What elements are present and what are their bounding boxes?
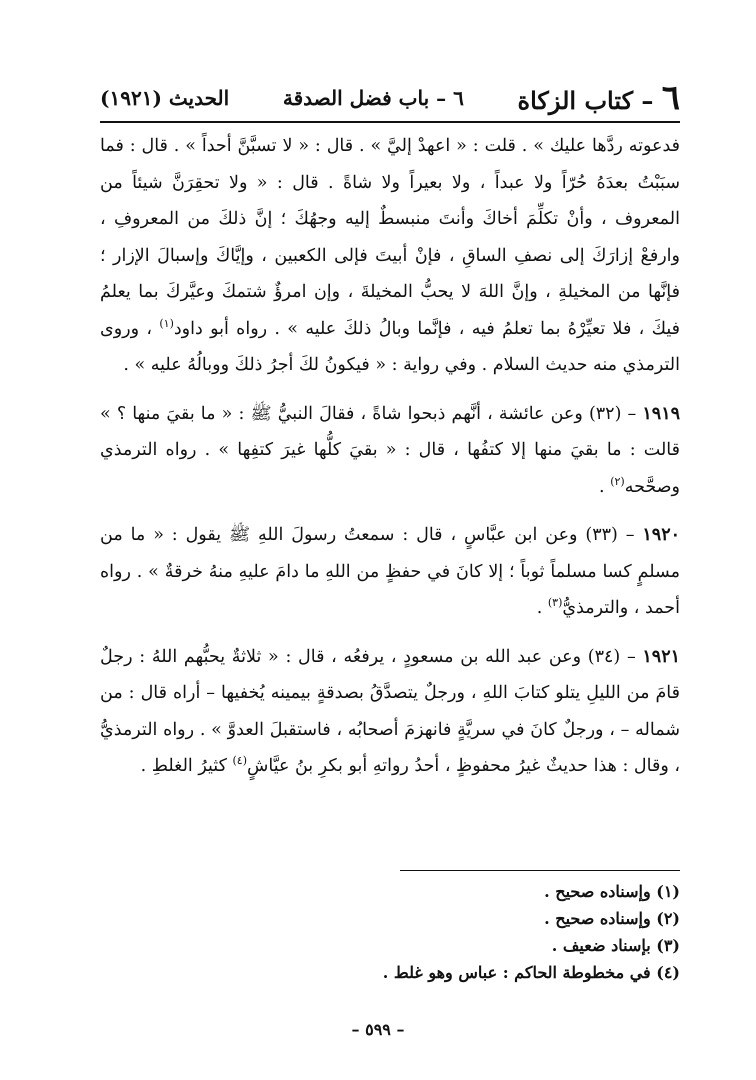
- hadith-1919: [100, 396, 680, 506]
- paragraph-text-tail: .: [599, 476, 605, 497]
- page-header: [100, 78, 680, 118]
- page-number: – ٥٩٩ –: [351, 1020, 405, 1039]
- hadith-number: ١٩١٩: [642, 403, 681, 424]
- footnote-1: (١) وإسناده صحيح .: [544, 882, 680, 901]
- footnote-4: (٤) في مخطوطة الحاكم : عباس وهو غلط .: [382, 963, 680, 982]
- hadith-range: الحديث (١٩٢١): [100, 86, 230, 110]
- footnote-3: (٣) بإسناد ضعيف .: [551, 936, 680, 955]
- chapter-title: ٦ – باب فضل الصدقة: [282, 86, 464, 110]
- hadith-1921: [100, 639, 680, 785]
- paragraph-text-tail: .: [536, 598, 543, 618]
- book-number: ٦: [661, 78, 680, 118]
- book-title: [518, 78, 680, 118]
- footnote-ref: (٤): [232, 754, 247, 768]
- paragraph-text: – (٣٣) وعن ابن عبَّاسٍ ، قال : سمعتُ رسولَ اللهِ ﷺ يقول : « ما من مسلمٍ كسا مسلماً ثوباً ؛ إلا كانَ في حفظٍ من اللهِ ما دامَ عليهِ منهُ خرقةٌ » . رواه أحمد ، والترمذيُّ: [100, 525, 680, 618]
- footnote-ref: (٢): [610, 474, 625, 488]
- hadith-number: ١٩٢٠: [642, 525, 680, 545]
- paragraph-continuation: [100, 128, 680, 384]
- main-text: [100, 128, 680, 785]
- book-title-text: – كتاب الزكاة: [517, 86, 654, 115]
- paragraph-text: – (٣٤) وعن عبد الله بن مسعودٍ ، يرفعُه ، قال : « ثلاثةٌ يحبُّهم اللهُ : رجلٌ قامَ من الليلِ يتلو كتابَ اللهِ ، ورجلٌ يتصدَّقُ بصدقةٍ بيمينه يُخفيها – أراه قال : من شماله – ، ورجلٌ كانَ في سريَّةٍ فانهزمَ أصحابُه ، فاستقبلَ العدوَّ » . رواه الترمذيُّ ، وقال : هذا حديثٌ غيرُ محفوظٍ ، أحدُ رواتهِ أبو بكرِ بنُ عيَّاشٍ: [100, 646, 680, 776]
- paragraph-text-tail: كثيرُ الغلطِ .: [140, 756, 227, 776]
- header-divider: [100, 121, 680, 123]
- hadith-1920: [100, 517, 680, 627]
- paragraph-text-tail: ، وروى الترمذي منه حديث السلام . وفي رواية : « فيكونُ لكَ أجرُ ذلكَ ووبالُهُ عليه » .: [100, 318, 680, 375]
- footnote-2: (٢) وإسناده صحيح .: [544, 909, 680, 928]
- footnote-ref: (١): [159, 316, 174, 330]
- footnote-divider: [400, 870, 680, 871]
- footnote-ref: (٣): [547, 596, 563, 610]
- paragraph-text: فدعوته ردَّها عليك » . قلت : « اعهدْ إليَّ » . قال : « لا تسبَّنَّ أحداً » . قال : فما سبَبْتُ بعدَهُ حُرّاً ولا عبداً ، ولا بعيراً ولا شاةً . قال : « ولا تحقِرَنَّ شيئاً من المعروف ، وأنْ تكلِّمَ أخاكَ وأنتَ منبسطٌ إليه وجهُكَ ؛ إنَّ ذلكَ من المعروفِ ، وارفعْ إزارَكَ إلى نصفِ الساقِ ، فإنْ أبيتَ فإلى الكعبين ، وإيَّاكَ وإسبالَ الإزار ؛ فإنَّها من المخيلةِ ، وإنَّ اللهَ لا يحبُّ المخيلةَ ، وإن امرؤٌ شتمكَ وعيَّركَ بما يعلمُ فيكَ ، فلا تعيِّرْهُ بما تعلمُ فيه ، فإنَّما وبالُ ذلكَ عليه » . رواه أبو داود: [100, 136, 680, 339]
- paragraph-text: – (٣٢) وعن عائشة ، أنَّهم ذبحوا شاةً ، فقالَ النبيُّ ﷺ : « ما بقيَ منها ؟ » قالت : ما بقيَ منها إلا كتفُها ، قال : « بقيَ كلُّها غيرَ كتفِها » . رواه الترمذي وصحَّحه: [100, 403, 680, 497]
- footnotes: [100, 878, 680, 986]
- hadith-number: ١٩٢١: [642, 646, 681, 667]
